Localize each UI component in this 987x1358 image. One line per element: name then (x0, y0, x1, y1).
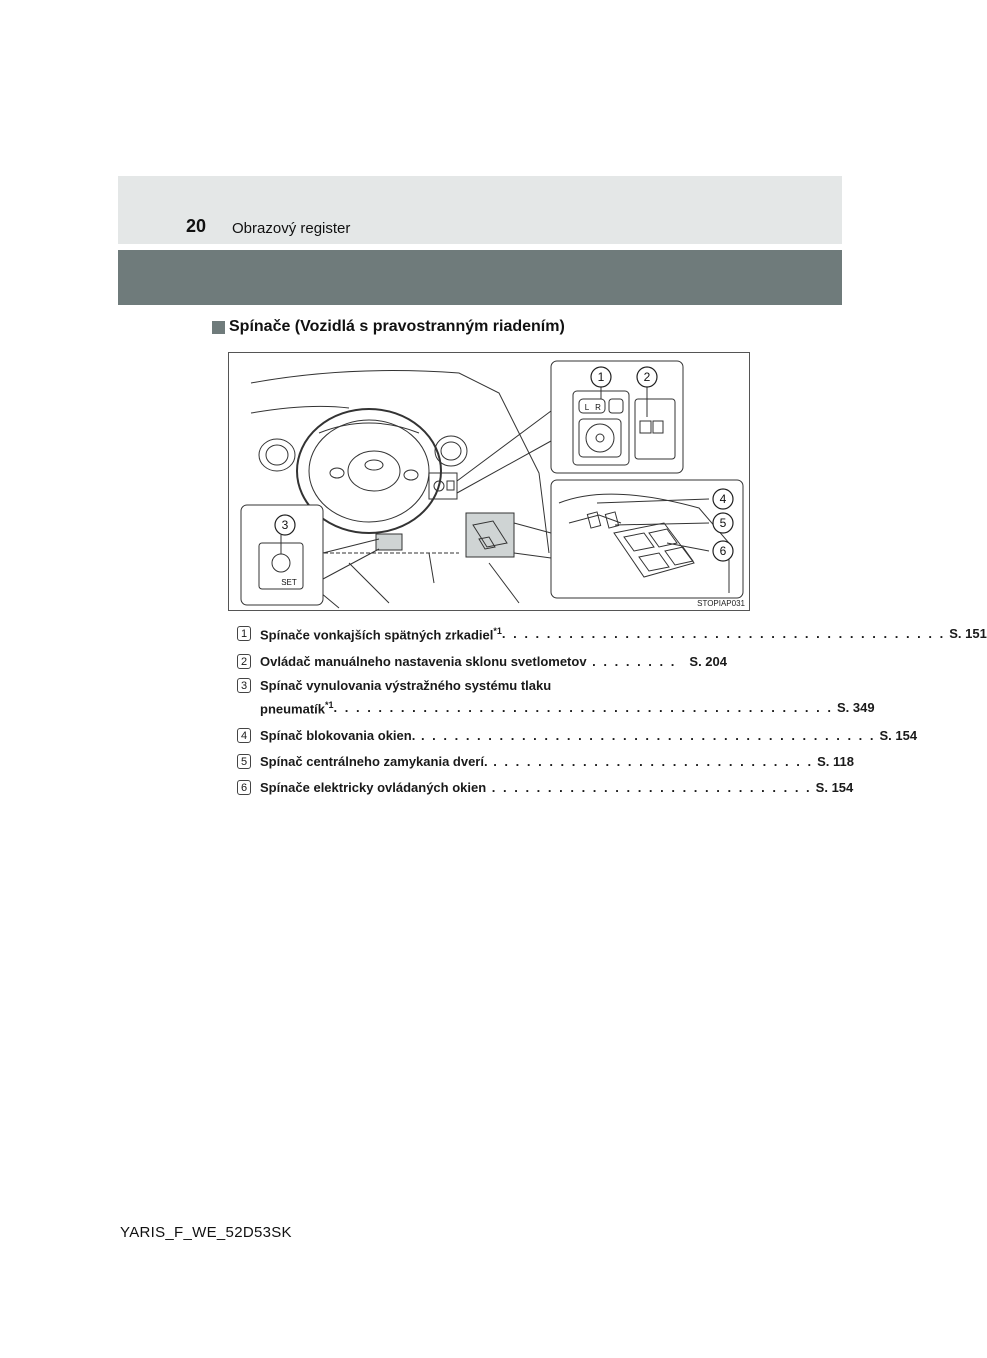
chapter-title: Obrazový register (232, 220, 351, 237)
leader-dots: . . . . . . . . . . . . . . . . . . . . . . . . . . . . . (486, 780, 812, 795)
item-page-ref: S. 151 (949, 626, 987, 641)
item-number: 5 (237, 754, 251, 769)
leader-dots: . . . . . . . . (586, 654, 677, 669)
item-label-cont: pneumatík (260, 701, 326, 717)
item-page-ref: S. 118 (817, 754, 854, 769)
mirror-l-label: L (584, 403, 590, 412)
section-title (212, 318, 565, 336)
item-number: 1 (237, 626, 251, 641)
item-page-ref: S. 154 (815, 780, 854, 795)
header-band (118, 176, 842, 244)
item-number: 2 (237, 654, 251, 669)
item-page-ref: S. 349 (836, 700, 875, 715)
item-label: Spínač centrálneho zamykania dverí. (260, 754, 488, 769)
section-square-icon (212, 321, 225, 334)
item-label: Spínače vonkajších spätných zrkadiel (260, 627, 494, 643)
leader-dots: . . . . . . . . . . . . . . . . . . . . . . . . . . . . . (487, 754, 814, 769)
item-footnote: *1 (493, 626, 502, 636)
item-number: 6 (237, 780, 251, 795)
dashboard-drawing (229, 353, 751, 612)
page-number: 20 (186, 216, 207, 236)
item-number: 4 (237, 728, 251, 743)
document-code: YARIS_F_WE_52D53SK (120, 1224, 292, 1241)
item-label: Ovládač manuálneho nastavenia sklonu svetlometov (260, 654, 587, 669)
callout-3-label: 3 (281, 518, 289, 532)
leader-dots: . . . . . . . . . . . . . . . . . . . . . . . . . . . . . . . . . . . . . . . . . . . . . (333, 700, 833, 715)
item-label: Spínač blokovania okien. (260, 728, 416, 743)
tpws-set-label: SET (281, 578, 297, 587)
figure-code: STOPIAP031 (697, 599, 745, 608)
item-label: Spínače elektricky ovládaných okien (260, 780, 487, 795)
title-band (118, 250, 842, 305)
callout-2-label: 2 (643, 370, 651, 384)
callout-6-label: 6 (719, 544, 727, 558)
callout-5-label: 5 (719, 516, 727, 530)
section-title-text: Spínače (Vozidlá s pravostranným riadením) (229, 318, 565, 335)
leader-dots: . . . . . . . . . . . . . . . . . . . . . . . . . . . . . . . . . . . . . . . . (501, 626, 946, 641)
callout-1-label: 1 (597, 370, 605, 384)
item-number: 3 (237, 678, 251, 693)
item-page-ref: S. 154 (879, 728, 918, 743)
leader-dots: . . . . . . . . . . . . . . . . . . . . . . . . . . . . . . . . . . . . . . . . . (415, 728, 876, 743)
callout-4-label: 4 (719, 492, 727, 506)
switches-illustration (228, 352, 750, 611)
item-label: Spínač vynulovania výstražného systému tlaku (260, 678, 552, 693)
item-page-ref: S. 204 (689, 654, 727, 669)
mirror-r-label: R (595, 403, 601, 412)
item-footnote: *1 (325, 700, 334, 710)
